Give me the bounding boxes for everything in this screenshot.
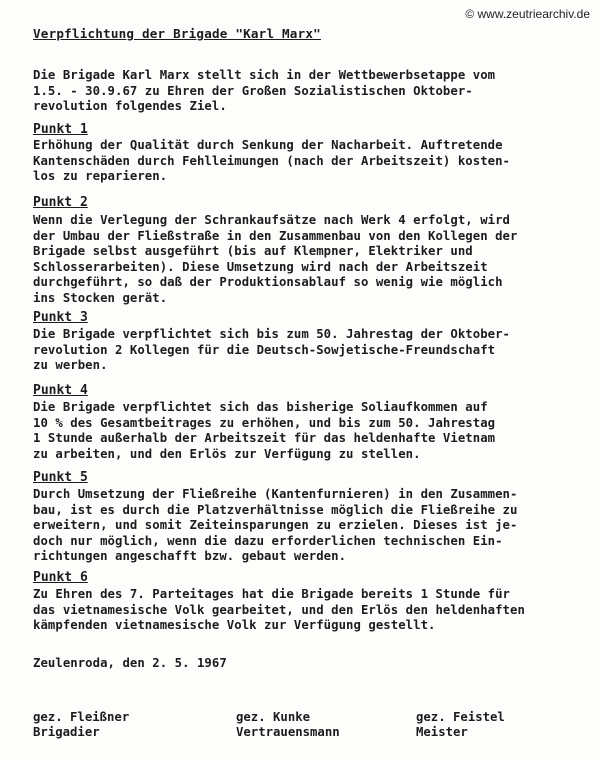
point-4-heading: Punkt 4 [33, 383, 88, 398]
point-2-text: Wenn die Verlegung der Schrankaufsätze nach Werk 4 erfolgt, wird der Umbau der Fließstraße in den Zusammenbau von den Kollegen der Brigade selbst ausgeführt (bis auf Klempner, Elektriker und Schlosserarbeiten). Diese Umsetzung wird nach der Arbeitszeit durchgeführt, so daß der Produktionsablauf so wenig wie möglich ins Stocken gerät. [33, 213, 518, 305]
signature-role: Brigadier [33, 725, 100, 739]
point-5-text: Durch Umsetzung der Fließreihe (Kantenfurnieren) in den Zusammen- bau, ist es durch die Platzverhältnisse möglich die Fließreihe zu erweitern, und somit Zeiteinsparungen zu erzielen. Dieses ist je- doch nur möglich, wenn die dazu erforderlichen technischen Ein- richtungen angeschafft bzw. gebaut werden. [33, 487, 518, 563]
signature-name: gez. Fleißner [33, 710, 130, 724]
signature-block-meister [416, 710, 505, 740]
signature-role: Meister [416, 725, 468, 739]
signature-name: gez. Feistel [416, 710, 505, 724]
point-1-heading: Punkt 1 [33, 122, 88, 137]
point-1-text: Erhöhung der Qualität durch Senkung der Nacharbeit. Auftretende Kantenschäden durch Fehlleimungen (nach der Arbeitszeit) kosten- los zu reparieren. [33, 138, 511, 183]
page-title: Verpflichtung der Brigade "Karl Marx" [33, 26, 321, 41]
signature-block-brigadier [33, 710, 129, 740]
point-2-heading: Punkt 2 [33, 195, 88, 210]
point-5-heading: Punkt 5 [33, 470, 88, 485]
signature-name: gez. Kunke [236, 710, 311, 724]
intro-paragraph: Die Brigade Karl Marx stellt sich in der Wettbewerbsetappe vom 1.5. - 30.9.67 zu Ehren der Großen Sozialistischen Oktober- revolution folgendes Ziel. [33, 68, 496, 113]
signature-block-vertrauensmann [236, 710, 340, 740]
point-6-heading: Punkt 6 [33, 570, 88, 585]
point-4-text: Die Brigade verpflichtet sich das bisherige Soliaufkommen auf 10 % des Gesamtbeitrages zu erhöhen, und bis zum 50. Jahrestag 1 Stunde außerhalb der Arbeitszeit für das heldenhafte Vietnam zu arbeiten, und den Erlös zur Verfügung zu stellen. [33, 400, 496, 461]
place-date: Zeulenroda, den 2. 5. 1967 [33, 656, 227, 670]
point-3-text: Die Brigade verpflichtet sich bis zum 50. Jahrestag der Oktober- revolution 2 Kollegen für die Deutsch-Sowjetische-Freundschaft zu werben. [33, 327, 511, 372]
point-3-heading: Punkt 3 [33, 310, 88, 325]
watermark: © www.zeutriearchiv.de [465, 7, 590, 21]
signature-role: Vertrauensmann [236, 725, 340, 739]
point-6-text: Zu Ehren des 7. Parteitages hat die Brigade bereits 1 Stunde für das vietnamesische Volk gearbeitet, und den Erlös den heldenhaften kämpfenden vietnamesische Volk zur Verfügung gestellt. [33, 587, 525, 632]
